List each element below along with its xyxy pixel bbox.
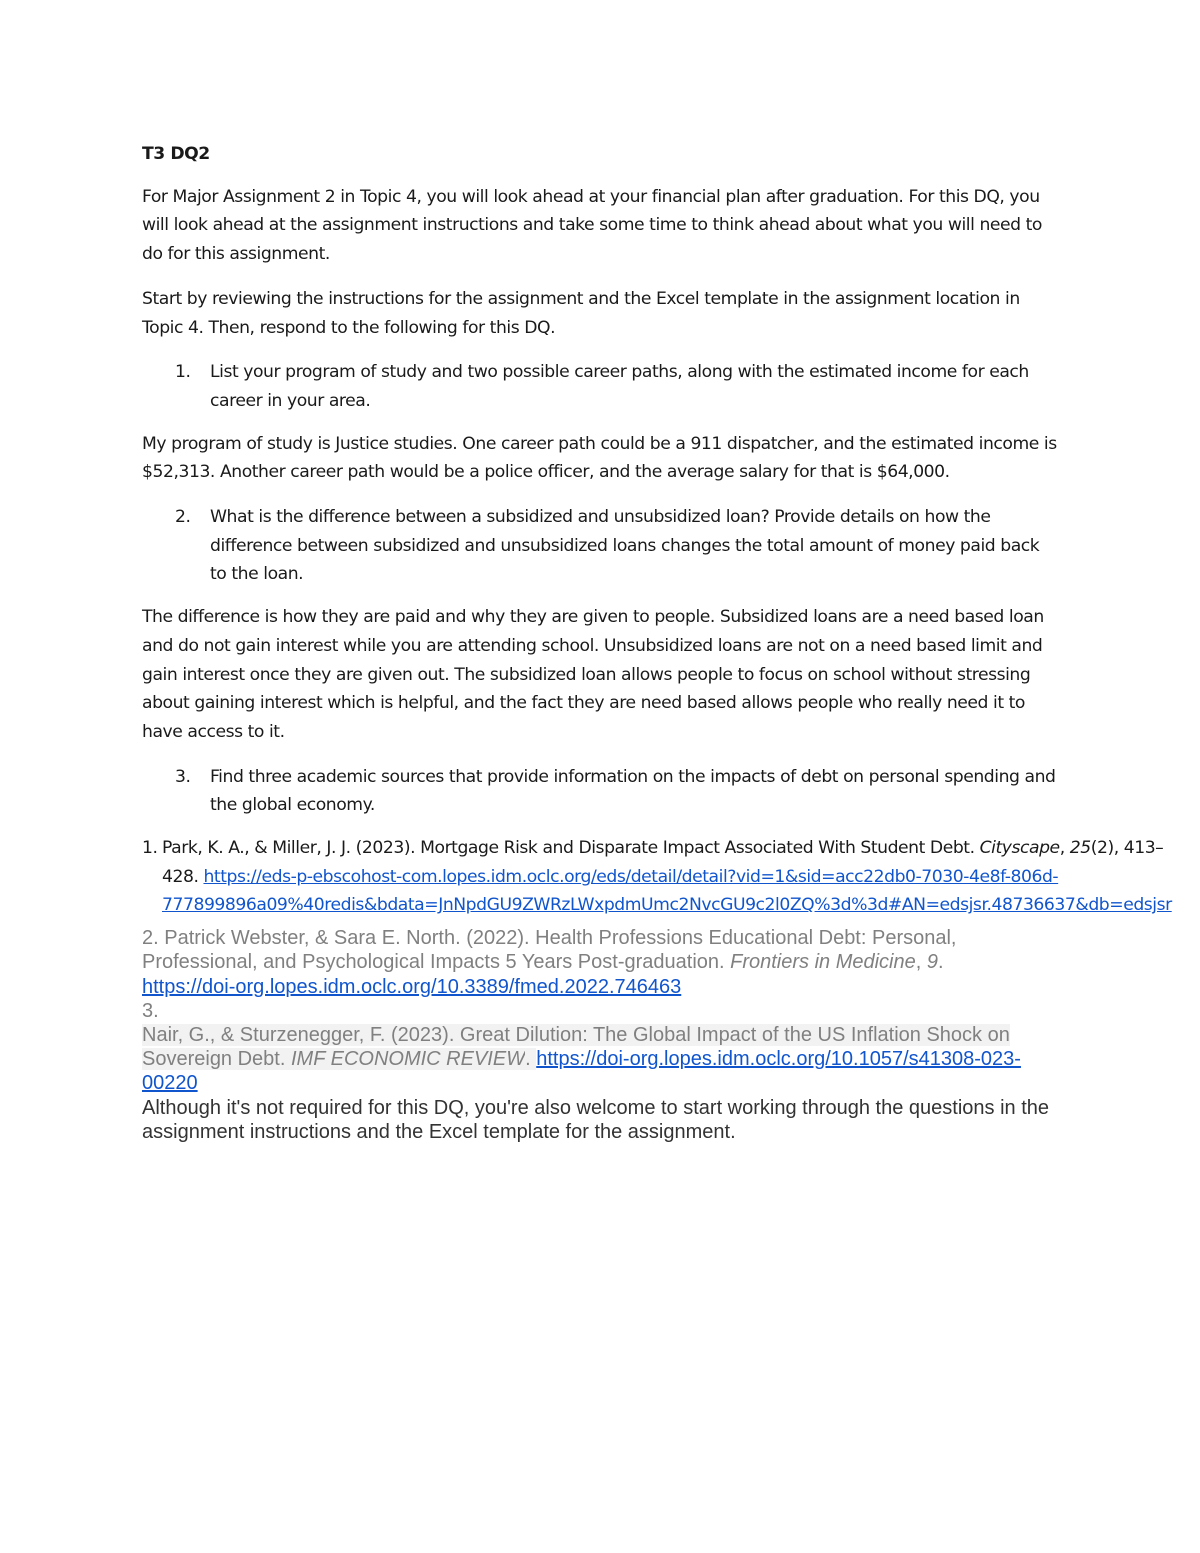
reference-separator: , <box>915 951 927 974</box>
reference-issue-pages: (2), 413–428. <box>162 838 1164 887</box>
instructions-paragraph: Start by reviewing the instructions for the assignment and the Excel template in the assignment location in Topic 4. Then, respond to the following for this DQ. <box>142 288 1020 338</box>
reference-number: 1. <box>142 838 158 859</box>
reference-journal: IMF ECONOMIC REVIEW <box>290 1048 526 1071</box>
reference-citation <box>142 1023 1057 1096</box>
reference-separator: , <box>1059 838 1070 859</box>
question-text: What is the difference between a subsidized and unsubsidized loan? Provide details on how the difference between subsidized and unsubsidized loans changes the total amount of money paid back to the loan. <box>210 507 1040 585</box>
intro-paragraph: For Major Assignment 2 in Topic 4, you will look ahead at your financial plan after graduation. For this DQ, you will look ahead at the assignment instructions and take some time to think ahead about what you will need to do for this assignment. <box>142 186 1042 265</box>
reference-journal: Frontiers in Medicine <box>730 951 916 974</box>
reference-link[interactable]: https://doi-org.lopes.idm.oclc.org/10.3389/fmed.2022.746463 <box>142 975 682 998</box>
question-text: List your program of study and two possible career paths, along with the estimated income for each career in your area. <box>210 362 1029 411</box>
reference-volume: 9 <box>926 951 938 974</box>
question-number: 1. <box>175 362 191 383</box>
reference-text: 2. Patrick Webster, & Sara E. North. (2022). Health Professions Educational Debt: Personal, Professional, and Psychological Impacts 5 Years Post-graduation. <box>142 927 957 974</box>
closing-paragraph: Although it's not required for this DQ, you're also welcome to start working through the questions in the assignment instructions and the Excel template for the assignment. <box>142 1096 1050 1143</box>
reference-end: . <box>938 951 944 974</box>
question-3 <box>142 763 1057 820</box>
reference-2 <box>142 926 1057 999</box>
reference-number: 3. <box>142 999 159 1022</box>
reference-1 <box>142 834 1172 920</box>
reference-link[interactable]: https://doi-org.lopes.idm.oclc.org/10.1057/s41308-023-00220 <box>142 1048 1021 1095</box>
reference-citation <box>162 834 1172 920</box>
reference-text: Nair, G., & Sturzenegger, F. (2023). Great Dilution: The Global Impact of the US Inflation Shock on Sovereign Debt. <box>142 1023 1010 1071</box>
reference-link[interactable]: https://eds-p-ebscohost-com.lopes.idm.oclc.org/eds/detail/detail?vid=1&sid=acc22db0-7030-4e8f-806d-777899896a09%40redis&bdata=JnNpdGU9ZWRzLWxpdmUmc2NvcGU9c2l0ZQ%3d%3d#AN=edsjsr.48736637&db=edsjsr <box>162 866 1172 916</box>
question-text: Find three academic sources that provide information on the impacts of debt on personal spending and the global economy. <box>210 766 1056 816</box>
reference-end: . <box>525 1048 537 1071</box>
question-2 <box>142 503 1057 589</box>
document-body <box>142 140 1172 1144</box>
answer-2: The difference is how they are paid and why they are given to people. Subsidized loans are a need based loan and do not gain interest while you are attending school. Unsubsidized loans are not on a need based limit and gain interest once they are given out. The subsidized loan allows people to focus on school without stressing about gaining interest which is helpful, and the fact they are need based allows people who really need it to have access to it. <box>142 607 1044 742</box>
document-title: T3 DQ2 <box>142 144 210 164</box>
question-number: 2. <box>175 507 191 528</box>
reference-volume: 25 <box>1069 838 1091 859</box>
answer-1: My program of study is Justice studies. One career path could be a 911 dispatcher, and the estimated income is $52,313. Another career path would be a police officer, and the average salary for that is $64,000. <box>142 433 1057 483</box>
reference-authors-title: Park, K. A., & Miller, J. J. (2023). Mortgage Risk and Disparate Impact Associated With Student Debt. <box>162 838 980 859</box>
question-1 <box>142 358 1057 415</box>
reference-journal: Cityscape <box>979 838 1060 859</box>
question-number: 3. <box>175 766 191 787</box>
reference-3 <box>142 999 1057 1096</box>
